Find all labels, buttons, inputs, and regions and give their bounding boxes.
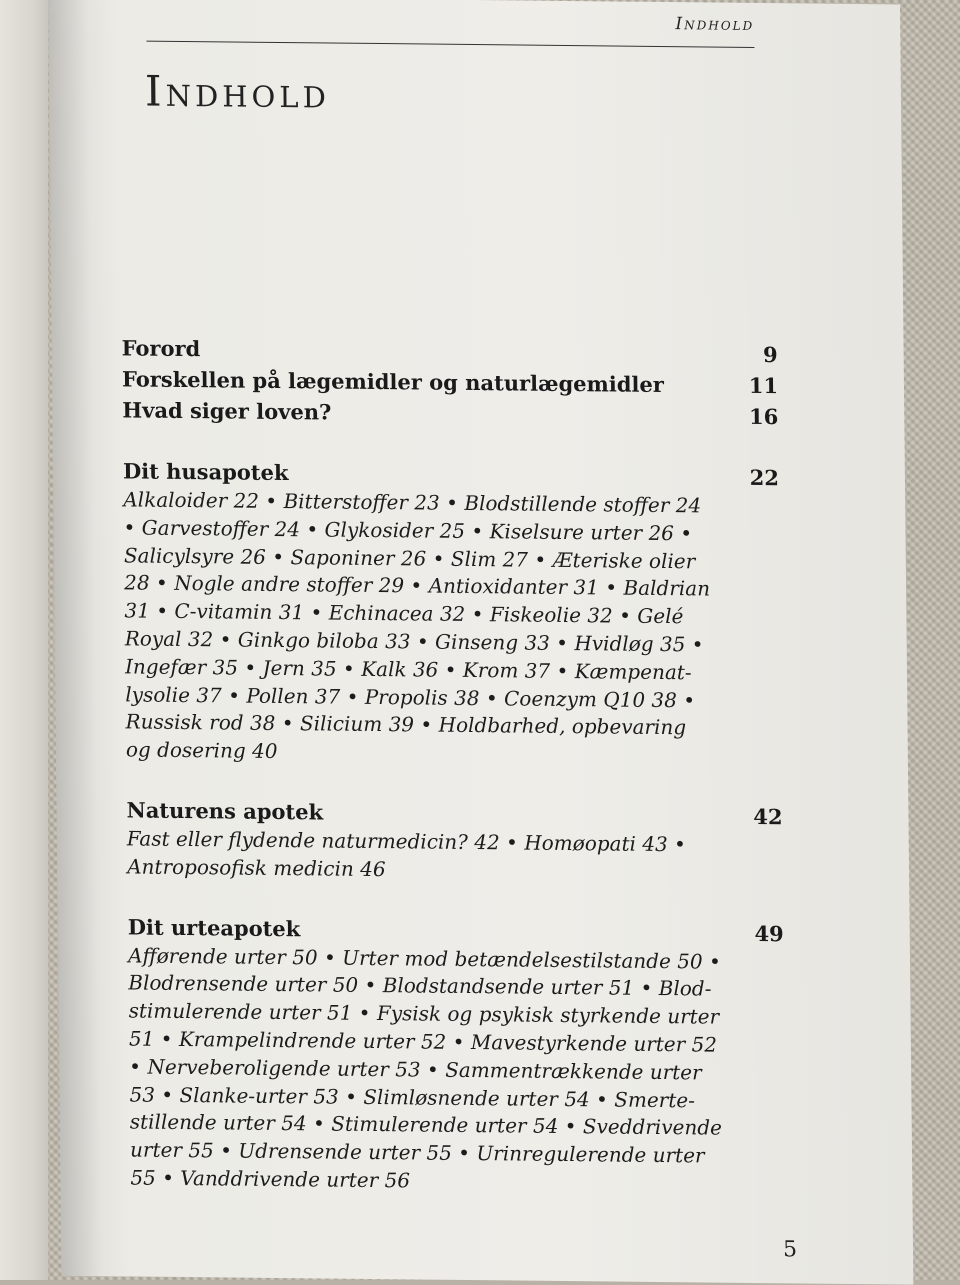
toc-subentry-line: Ingefær 35 • Jern 35 • Kalk 36 • Krom 37 • Kæmpenat- xyxy=(124,654,692,685)
toc-section-label: Naturens apotek xyxy=(126,797,324,825)
toc-entry-label: Forskellen på lægemidler og naturlægemidler xyxy=(121,366,664,398)
running-head: Indhold xyxy=(675,14,755,35)
toc-entry-page: 16 xyxy=(748,403,779,430)
toc-section-urteapotek xyxy=(128,911,787,1199)
page-number: 5 xyxy=(782,1237,798,1263)
toc-subentry-line: urter 55 • Udrensende urter 55 • Urinregulerende urter xyxy=(129,1137,705,1168)
table-of-contents xyxy=(122,332,787,1199)
toc-subentry-line: 31 • C-vitamin 31 • Echinacea 32 • Fiskeolie 32 • Gelé xyxy=(124,598,684,629)
toc-subentry-line: stimulerende urter 51 • Fysisk og psykisk styrkende urter xyxy=(128,998,720,1029)
toc-section-naturens-apotek xyxy=(126,794,783,887)
toc-entry-page: 9 xyxy=(762,342,778,368)
toc-subentry-line: Afførende urter 50 • Urter mod betændelsestilstande 50 • xyxy=(127,942,721,974)
toc-subentry-line: 53 • Slanke-urter 53 • Slimløsnende urter 54 • Smerte- xyxy=(129,1081,696,1112)
toc-subentry-line: 28 • Nogle andre stoffer 29 • Antioxidanter 31 • Baldrian xyxy=(124,570,711,601)
toc-subentry-line: stillende urter 54 • Stimulerende urter 54 • Sveddrivende xyxy=(129,1109,723,1141)
previous-page-edge xyxy=(0,0,48,1280)
toc-subentry-line: Antroposofisk medicin 46 xyxy=(127,854,386,881)
toc-subentry-line: Blodrensende urter 50 • Blodstandsende urter 51 • Blod- xyxy=(128,970,712,1001)
toc-section-label: Dit urteapotek xyxy=(127,913,301,941)
toc-subentry-line: Russisk rod 38 • Silicium 39 • Holdbarhed, opbevaring xyxy=(125,709,687,740)
toc-subentry-line: Salicylsyre 26 • Saponiner 26 • Slim 27 • Æteriske olier xyxy=(123,542,696,573)
toc-subentry-line: • Nerveberoligende urter 53 • Sammentrækkende urter xyxy=(129,1054,702,1085)
toc-subentry-line: Fast eller flydende naturmedicin? 42 • Homøopati 43 • xyxy=(126,826,687,857)
toc-section-husapotek xyxy=(123,455,782,771)
book-page xyxy=(48,0,913,1285)
toc-section-label: Dit husapotek xyxy=(122,458,289,486)
header-rule xyxy=(146,41,754,48)
toc-entry-page: 11 xyxy=(748,372,779,399)
toc-entry-label: Hvad siger loven? xyxy=(122,397,332,425)
page-title: Indhold xyxy=(144,66,331,118)
toc-section-page: 42 xyxy=(753,803,783,830)
toc-subentry-line: • Garvestoffer 24 • Glykosider 25 • Kiselsure urter 26 • xyxy=(123,515,693,546)
toc-section-page: 49 xyxy=(754,920,784,946)
toc-subentry-line: lysolie 37 • Pollen 37 • Propolis 38 • Coenzym Q10 38 • xyxy=(125,681,696,712)
toc-subentry-line: og dosering 40 xyxy=(125,737,278,764)
toc-section-page: 22 xyxy=(749,464,780,491)
toc-subentry-line: 55 • Vanddrivende urter 56 xyxy=(130,1165,411,1193)
toc-entry-label: Forord xyxy=(121,335,201,362)
toc-subentry-line: Royal 32 • Ginkgo biloba 33 • Ginseng 33 • Hvidløg 35 • xyxy=(124,626,704,657)
front-matter-list xyxy=(122,332,779,432)
toc-subentry-line: 51 • Krampelindrende urter 52 • Mavestyrkende urter 52 xyxy=(128,1026,718,1057)
toc-subentry-line: Alkaloider 22 • Bitterstoffer 23 • Blodstillende stoffer 24 xyxy=(123,487,702,518)
